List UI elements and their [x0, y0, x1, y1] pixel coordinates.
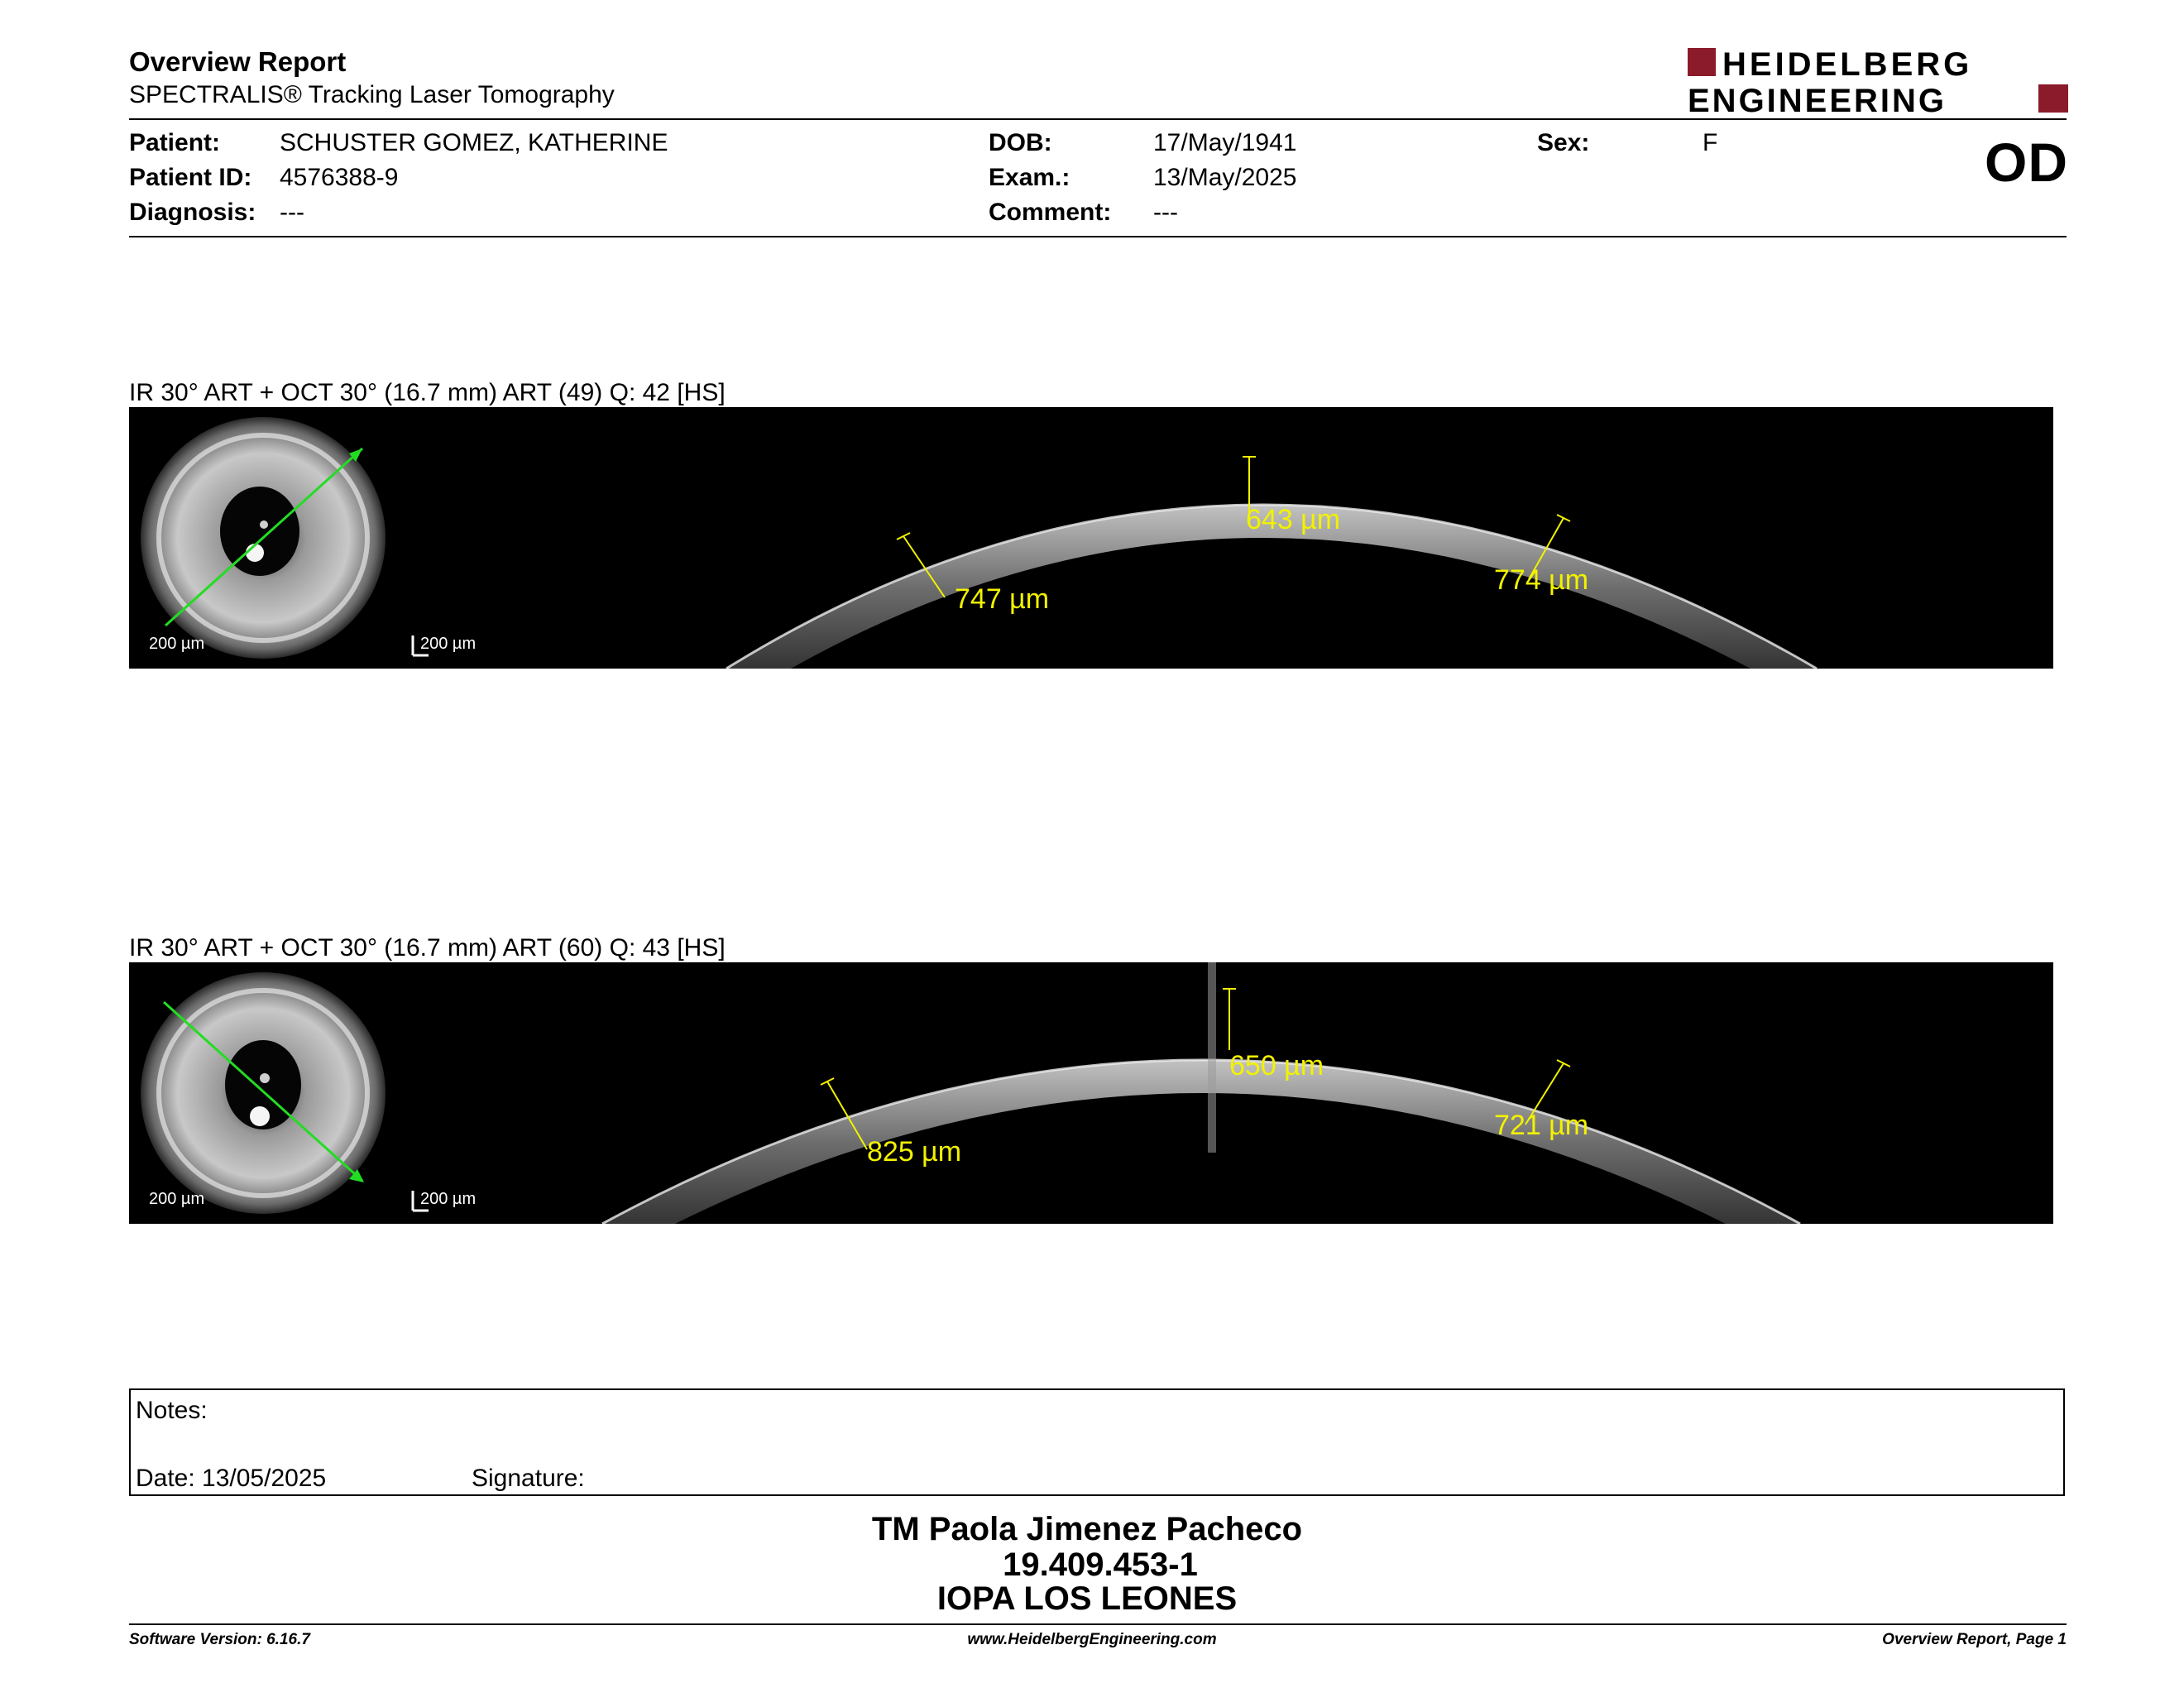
oct-scan-panel-2[interactable] — [129, 962, 2053, 1224]
sex-value: F — [1703, 129, 1718, 156]
software-version: Software Version: 6.16.7 — [129, 1631, 310, 1648]
comment-label: Comment: — [989, 199, 1112, 226]
page-number: Overview Report, Page 1 — [1882, 1631, 2067, 1648]
measure-right-2: 721 µm — [1494, 1110, 1589, 1141]
measure-center-1: 643 µm — [1246, 504, 1341, 535]
ir-scale-label-2: 200 µm — [149, 1190, 205, 1208]
notes-label: Notes: — [136, 1397, 208, 1424]
sex-label: Sex: — [1537, 129, 1590, 156]
exam-label: Exam.: — [989, 164, 1070, 191]
signer-name: TM Paola Jimenez Pacheco — [871, 1511, 1303, 1547]
oct-scale-label-1: 200 µm — [420, 635, 477, 653]
footer-rule — [129, 1623, 2067, 1625]
oct-scan-panel-1[interactable] — [129, 407, 2053, 669]
measure-right-1: 774 µm — [1494, 564, 1589, 596]
comment-value: --- — [1153, 199, 1178, 226]
signature-label: Signature: — [472, 1465, 585, 1492]
eye-label: OD — [1985, 132, 2068, 193]
header-rule — [129, 118, 2067, 120]
oct-scale-label-2: 200 µm — [420, 1190, 477, 1208]
diagnosis-label: Diagnosis: — [129, 199, 256, 226]
website-link[interactable]: www.HeidelbergEngineering.com — [967, 1631, 1217, 1648]
report-subtitle: SPECTRALIS® Tracking Laser Tomography — [129, 81, 615, 108]
scan-label-2: IR 30° ART + OCT 30° (16.7 mm) ART (60) Q: 43 [HS] — [129, 934, 726, 961]
measure-left-2: 825 µm — [867, 1136, 962, 1168]
patient-rule — [129, 236, 2067, 237]
diagnosis-value: --- — [280, 199, 304, 226]
dob-label: DOB: — [989, 129, 1052, 156]
heidelberg-logo — [1688, 46, 2068, 115]
scan-label-1: IR 30° ART + OCT 30° (16.7 mm) ART (49) Q: 42 [HS] — [129, 379, 726, 406]
patient-label: Patient: — [129, 129, 221, 156]
ir-scale-label-1: 200 µm — [149, 635, 205, 653]
svg-text:ENGINEERING: ENGINEERING — [1688, 83, 1947, 115]
patient-id-value: 4576388-9 — [280, 164, 399, 191]
patient-name: SCHUSTER GOMEZ, KATHERINE — [280, 129, 668, 156]
center-artifact-2 — [1208, 962, 1216, 1153]
patient-id-label: Patient ID: — [129, 164, 252, 191]
ir-image-1 — [141, 417, 386, 659]
date-label: Date: 13/05/2025 — [136, 1465, 327, 1492]
report-title: Overview Report — [129, 46, 347, 77]
ir-image-2 — [141, 972, 386, 1214]
dob-value: 17/May/1941 — [1153, 129, 1297, 156]
signer-id: 19.409.453-1 — [1003, 1547, 1198, 1583]
measure-center-2: 650 µm — [1229, 1050, 1324, 1081]
svg-text:HEIDELBERG: HEIDELBERG — [1722, 46, 1973, 83]
notes-box[interactable] — [129, 1388, 2065, 1496]
exam-value: 13/May/2025 — [1153, 164, 1297, 191]
measure-left-1: 747 µm — [955, 583, 1050, 615]
signer-institution: IOPA LOS LEONES — [936, 1580, 1238, 1617]
